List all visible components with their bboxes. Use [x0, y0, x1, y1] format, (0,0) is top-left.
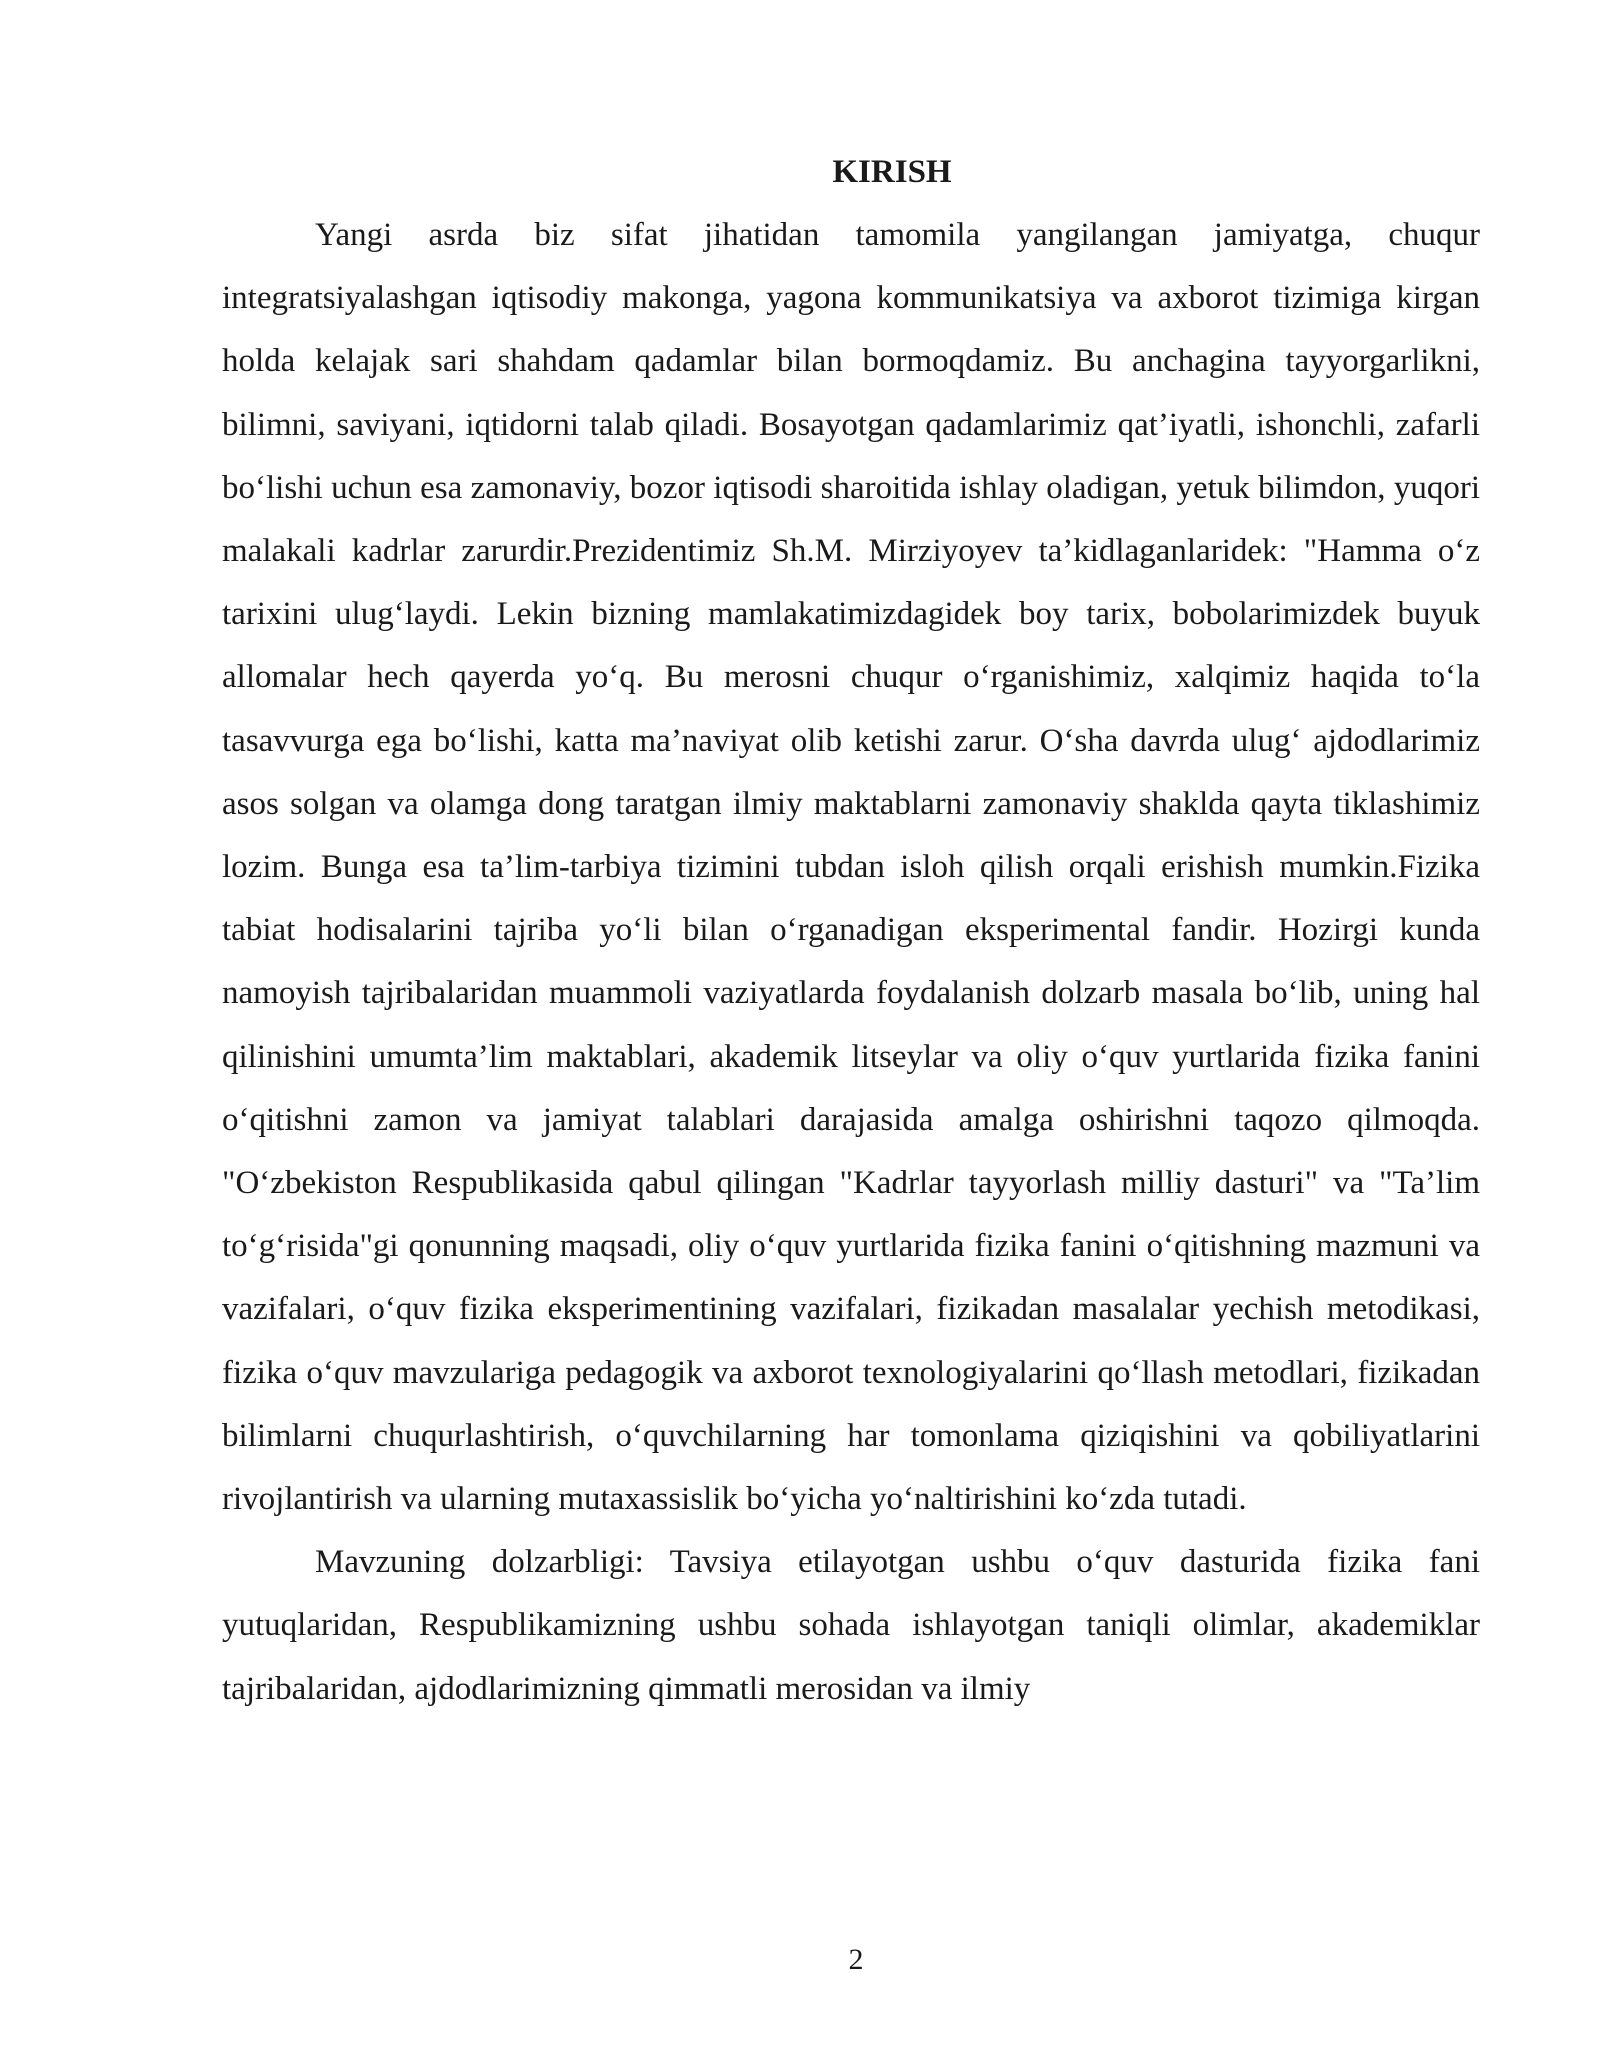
section-title: KIRISH: [832, 154, 952, 190]
page-number: 2: [848, 1943, 864, 1976]
paragraph-intro: Yangi asrda biz sifat jihatidan tamomila yangilangan jamiyatga, chuqur integratsiyalashgan iqtisodiy makonga, yagona kommunikatsiya va axborot tizimiga kirgan holda kelajak sari shahdam qadamlar bilan bormoqdamiz. Bu anchagina tayyorgarlikni, bilimni, saviyani, iqtidorni talab qiladi. Bosayotgan qadamlarimiz qat’iyatli, ishonchli, zafarli bo‘lishi uchun esa zamonaviy, bozor iqtisodi sharoitida ishlay oladigan, yetuk bilimdon, yuqori malakali kadrlar zarurdir.Prezidentimiz Sh.M. Mirziyoyev ta’kidlaganlaridek: "Hamma o‘z tarixini ulug‘laydi. Lekin bizning mamlakatimizdagidek boy tarix, bobolarimizdek buyuk allomalar hech qayerda yo‘q. Bu merosni chuqur o‘rganishimiz, xalqimiz haqida to‘la tasavvurga ega bo‘lishi, katta ma’naviyat olib ketishi zarur. O‘sha davrda ulug‘ ajdodlarimiz asos solgan va olamga dong taratgan ilmiy maktablarni zamonaviy shaklda qayta tiklashimiz lozim. Bunga esa ta’lim-tarbiya tizimini tubdan isloh qilish orqali erishish mumkin.Fizika tabiat hodisalarini tajriba yo‘li bilan o‘rganadigan eksperimental fandir. Hozirgi kunda namoyish tajribalaridan muammoli vaziyatlarda foydalanish dolzarb masala bo‘lib, uning hal qilinishini umumta’lim maktablari, akademik litseylar va oliy o‘quv yurtlarida fizika fanini o‘qitishni zamon va jamiyat talablari darajasida amalga oshirishni taqozo qilmoqda. "O‘zbekiston Respublikasida qabul qilingan "Kadrlar tayyorlash milliy dasturi" va "Ta’lim to‘g‘risida"gi qonunning maqsadi, oliy o‘quv yurtlarida fizika fanini o‘qitishning mazmuni va vazifalari, o‘quv fizika eksperimentining vazifalari, fizikadan masalalar yechish metodikasi, fizika o‘quv mavzulariga pedagogik va axborot texnologiyalarini qo‘llash metodlari, fizikadan bilimlarni chuqurlashtirish, o‘quvchilarning har tomonlama qiziqishini va qobiliyatlarini rivojlantirish va ularning mutaxassislik bo‘yicha yo‘naltirishini ko‘zda tutadi.: [222, 217, 1480, 1518]
page-content: [222, 142, 1480, 1721]
paragraph-relevance: Mavzuning dolzarbligi: Tavsiya etilayotgan ushbu o‘quv dasturida fizika fani yutuqlaridan, Respublikamizning ushbu sohada ishlayotgan taniqli olimlar, akademiklar tajribalaridan, ajdodlarimizning qimmatli merosidan va ilmiy: [222, 1544, 1480, 1707]
